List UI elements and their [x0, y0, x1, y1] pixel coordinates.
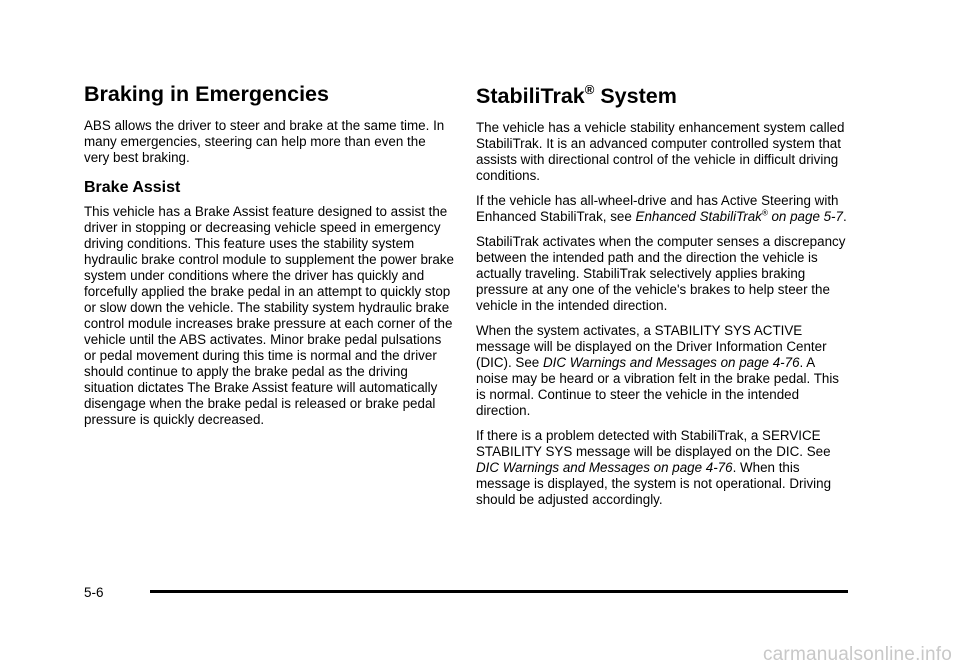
brake-assist-paragraph: This vehicle has a Brake Assist feature designed to assist the driver in stopping or decreasing vehicle speed in emergency driving conditions. This feature uses the stability system hydraulic brake control module to supplement the power brake system under conditions where the driver has quickly and forcefully applied the brake pedal in an attempt to quickly stop or slow down the vehicle. The stability system hydraulic brake control module increases brake pressure at each corner of the vehicle until the ABS activates. Minor brake pedal pulsations or pedal movement during this time is normal and the driver should continue to apply the brake pedal as the driving situation dictates The Brake Assist feature will automatically disengage when the brake pedal is released or brake pedal pressure is quickly decreased. [84, 203, 454, 427]
dic-warnings-link-1[interactable]: DIC Warnings and Messages on page 4-76 [542, 354, 800, 370]
section-title-stabilitrak [476, 82, 848, 110]
stabilitrak-paragraph-1: The vehicle has a vehicle stability enhancement system called StabiliTrak. It is an advanced computer controlled system that assists with directional control of the vehicle in difficult driving conditions. [476, 119, 845, 183]
footer-rule [150, 590, 848, 593]
watermark: carmanualsonline.info [762, 644, 952, 665]
enhanced-stabilitrak-link[interactable] [636, 209, 843, 224]
stabilitrak-paragraph-3: StabiliTrak activates when the computer senses a discrepancy between the intended path and the direction the vehicle is actually traveling. StabiliTrak selectively applies braking pressure at any one of the vehicle's brakes to help steer the vehicle in the intended direction. [476, 233, 846, 313]
stabilitrak-paragraph-5 [476, 428, 848, 508]
stabilitrak-paragraph-4 [476, 323, 848, 419]
p2-text: If the vehicle has all-wheel-drive and has Active Steering with Enhanced StabiliTrak, see [476, 192, 839, 224]
page-number: 5-6 [84, 585, 104, 600]
right-column [476, 82, 848, 517]
title-tail: System [594, 84, 677, 108]
section-title-braking: Braking in Emergencies [84, 82, 329, 106]
p4-end: . A noise may be heard or a vibration felt in the brake pedal. This is normal. Continue to steer the vehicle in the intended direction. [476, 354, 839, 418]
left-column [84, 82, 454, 437]
title-main: StabiliTrak [476, 84, 585, 108]
p2-end: . [842, 208, 847, 224]
p2-link-registered-mark: ® [761, 208, 768, 218]
brake-assist-heading: Brake Assist [84, 178, 181, 196]
p2-link-tail: on page 5-7 [767, 208, 843, 224]
stabilitrak-paragraph-2 [476, 193, 848, 225]
registered-mark: ® [584, 82, 595, 97]
dic-warnings-link-2[interactable]: DIC Warnings and Messages on page 4-76 [476, 459, 733, 475]
intro-paragraph: ABS allows the driver to steer and brake at the same time. In many emergencies, steering can help more than even the very best braking. [84, 117, 445, 165]
p5-text: If there is a problem detected with StabiliTrak, a SERVICE STABILITY SYS message will be displayed on the DIC. See [476, 427, 831, 459]
p5-end: . When this message is displayed, the system is not operational. Driving should be adjusted accordingly. [476, 459, 832, 507]
p4-text: When the system activates, a STABILITY SYS ACTIVE message will be displayed on the Driver Information Center (DIC). See [476, 322, 827, 370]
p2-link-text: Enhanced StabiliTrak [635, 208, 762, 224]
